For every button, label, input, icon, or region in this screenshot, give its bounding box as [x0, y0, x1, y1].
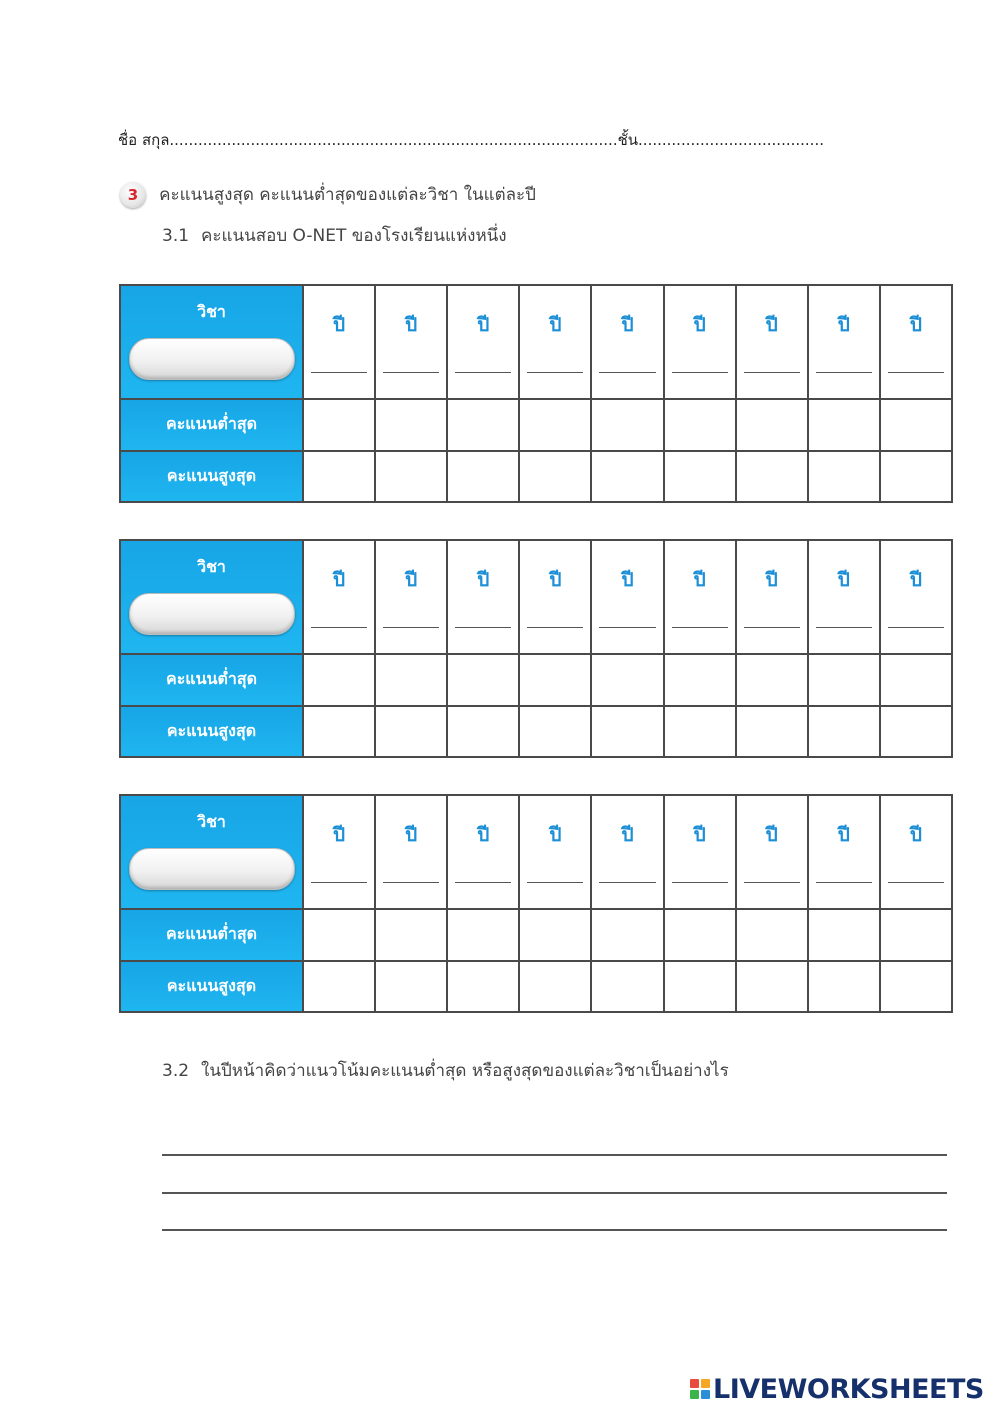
- year-input[interactable]: [888, 627, 944, 628]
- year-input[interactable]: [455, 372, 511, 373]
- answer-line[interactable]: [162, 1154, 947, 1156]
- year-cell: [808, 540, 880, 654]
- score-input[interactable]: [375, 961, 447, 1012]
- year-label: ปี: [405, 824, 418, 846]
- year-input[interactable]: [455, 882, 511, 883]
- year-label: ปี: [693, 569, 706, 591]
- score-input[interactable]: [447, 451, 519, 502]
- year-label: ปี: [549, 314, 562, 336]
- year-input[interactable]: [527, 627, 583, 628]
- year-label: ปี: [837, 569, 850, 591]
- year-label: ปี: [765, 569, 778, 591]
- score-input[interactable]: [375, 451, 447, 502]
- subject-input[interactable]: [129, 848, 295, 890]
- year-label: ปี: [909, 314, 922, 336]
- year-label: ปี: [549, 569, 562, 591]
- lowest-score-label: คะแนนต่ำสุด: [120, 654, 303, 705]
- subject-input[interactable]: [129, 338, 295, 380]
- section-number-badge: 3: [120, 182, 146, 208]
- year-label: ปี: [621, 824, 634, 846]
- year-label: ปี: [405, 569, 418, 591]
- year-input[interactable]: [311, 627, 367, 628]
- subject-cell: [120, 540, 303, 654]
- year-label: ปี: [693, 824, 706, 846]
- year-cell: [375, 285, 447, 399]
- year-label: ปี: [765, 824, 778, 846]
- highest-score-label: คะแนนสูงสุด: [120, 451, 303, 502]
- score-input[interactable]: [591, 451, 663, 502]
- score-input[interactable]: [664, 706, 736, 757]
- year-cell: [808, 285, 880, 399]
- year-input[interactable]: [455, 627, 511, 628]
- student-info-line: [118, 128, 824, 152]
- score-input[interactable]: [664, 654, 736, 705]
- score-input[interactable]: [519, 909, 591, 960]
- brand-name: LIVEWORKSHEETS: [713, 1373, 984, 1405]
- year-input[interactable]: [383, 627, 439, 628]
- liveworksheets-brand: [690, 1374, 984, 1404]
- score-input[interactable]: [375, 909, 447, 960]
- score-input[interactable]: [303, 909, 375, 960]
- year-label: ปี: [333, 824, 346, 846]
- year-input[interactable]: [599, 627, 655, 628]
- year-input[interactable]: [672, 882, 728, 883]
- year-cell: [375, 795, 447, 909]
- lowest-score-row: [120, 399, 952, 450]
- year-input[interactable]: [672, 372, 728, 373]
- score-input[interactable]: [519, 399, 591, 450]
- lowest-score-label: คะแนนต่ำสุด: [120, 909, 303, 960]
- year-label: ปี: [693, 314, 706, 336]
- year-cell: [591, 540, 663, 654]
- score-input[interactable]: [736, 451, 808, 502]
- subsection-3-2-number: 3.2: [162, 1061, 190, 1081]
- year-cell: [303, 540, 375, 654]
- score-input[interactable]: [880, 399, 952, 450]
- score-input[interactable]: [303, 654, 375, 705]
- score-input[interactable]: [808, 706, 880, 757]
- name-field[interactable]: ..............................................................................................: [169, 131, 618, 149]
- year-cell: [591, 795, 663, 909]
- header-row: [120, 285, 952, 399]
- score-input[interactable]: [880, 654, 952, 705]
- score-input[interactable]: [303, 961, 375, 1012]
- year-cell: [303, 795, 375, 909]
- score-input[interactable]: [591, 961, 663, 1012]
- subsection-3-1-text: คะแนนสอบ O-NET ของโรงเรียนแห่งหนึ่ง: [201, 226, 507, 246]
- score-input[interactable]: [519, 961, 591, 1012]
- score-input[interactable]: [375, 399, 447, 450]
- score-input[interactable]: [519, 706, 591, 757]
- section-3-title: คะแนนสูงสุด คะแนนต่ำสุดของแต่ละวิชา ในแต่ละปี: [159, 185, 536, 205]
- name-label: ชื่อ สกุล: [118, 131, 170, 149]
- year-input[interactable]: [383, 882, 439, 883]
- score-input[interactable]: [591, 399, 663, 450]
- year-cell: [736, 795, 808, 909]
- score-input[interactable]: [664, 399, 736, 450]
- highest-score-row: [120, 451, 952, 502]
- score-input[interactable]: [303, 451, 375, 502]
- subsection-3-1: [162, 222, 507, 249]
- year-cell: [664, 795, 736, 909]
- logo-square-blue: [701, 1390, 710, 1399]
- year-input[interactable]: [311, 882, 367, 883]
- score-input[interactable]: [808, 399, 880, 450]
- subject-label: วิชา: [197, 557, 226, 576]
- year-label: ปี: [405, 314, 418, 336]
- score-input[interactable]: [447, 399, 519, 450]
- year-cell: [375, 540, 447, 654]
- year-cell: [447, 795, 519, 909]
- year-cell: [664, 285, 736, 399]
- score-input[interactable]: [591, 654, 663, 705]
- year-input[interactable]: [672, 627, 728, 628]
- score-input[interactable]: [664, 961, 736, 1012]
- year-input[interactable]: [888, 882, 944, 883]
- year-cell: [447, 540, 519, 654]
- score-input[interactable]: [447, 961, 519, 1012]
- score-input[interactable]: [880, 909, 952, 960]
- highest-score-row: [120, 961, 952, 1012]
- year-input[interactable]: [383, 372, 439, 373]
- score-input[interactable]: [736, 654, 808, 705]
- year-label: ปี: [333, 314, 346, 336]
- highest-score-label: คะแนนสูงสุด: [120, 706, 303, 757]
- score-input[interactable]: [808, 654, 880, 705]
- year-cell: [519, 795, 591, 909]
- score-input[interactable]: [880, 706, 952, 757]
- highest-score-label: คะแนนสูงสุด: [120, 961, 303, 1012]
- year-cell: [880, 285, 952, 399]
- year-label: ปี: [909, 569, 922, 591]
- score-input[interactable]: [880, 961, 952, 1012]
- class-label: ชั้น: [617, 131, 639, 149]
- year-label: ปี: [477, 314, 490, 336]
- year-input[interactable]: [311, 372, 367, 373]
- year-input[interactable]: [816, 372, 872, 373]
- subject-cell: [120, 285, 303, 399]
- year-label: ปี: [477, 569, 490, 591]
- score-input[interactable]: [808, 909, 880, 960]
- year-label: ปี: [909, 824, 922, 846]
- score-input[interactable]: [591, 909, 663, 960]
- subject-cell: [120, 795, 303, 909]
- score-input[interactable]: [808, 961, 880, 1012]
- score-table-2: [119, 539, 953, 758]
- subsection-3-2-text: ในปีหน้าคิดว่าแนวโน้มคะแนนต่ำสุด หรือสูงสุดของแต่ละวิชาเป็นอย่างไร: [201, 1061, 729, 1081]
- liveworksheets-logo-icon: [690, 1379, 710, 1399]
- year-cell: [447, 285, 519, 399]
- score-input[interactable]: [664, 451, 736, 502]
- subsection-3-1-number: 3.1: [162, 226, 190, 246]
- year-cell: [736, 540, 808, 654]
- year-cell: [808, 795, 880, 909]
- year-input[interactable]: [527, 882, 583, 883]
- year-label: ปี: [621, 569, 634, 591]
- year-cell: [880, 540, 952, 654]
- section-3-heading: [120, 181, 536, 208]
- score-input[interactable]: [591, 706, 663, 757]
- logo-square-red: [690, 1379, 699, 1388]
- score-input[interactable]: [447, 909, 519, 960]
- year-input[interactable]: [599, 882, 655, 883]
- score-input[interactable]: [880, 451, 952, 502]
- score-input[interactable]: [375, 654, 447, 705]
- score-table-3: [119, 794, 953, 1013]
- lowest-score-label: คะแนนต่ำสุด: [120, 399, 303, 450]
- score-input[interactable]: [447, 706, 519, 757]
- score-input[interactable]: [447, 654, 519, 705]
- year-input[interactable]: [744, 627, 800, 628]
- score-input[interactable]: [519, 654, 591, 705]
- year-input[interactable]: [816, 627, 872, 628]
- year-input[interactable]: [527, 372, 583, 373]
- score-input[interactable]: [664, 909, 736, 960]
- year-label: ปี: [333, 569, 346, 591]
- year-label: ปี: [549, 824, 562, 846]
- score-input[interactable]: [736, 399, 808, 450]
- score-input[interactable]: [736, 706, 808, 757]
- class-field[interactable]: .......................................: [638, 131, 824, 149]
- year-label: ปี: [621, 314, 634, 336]
- subject-label: วิชา: [197, 812, 226, 831]
- year-input[interactable]: [744, 372, 800, 373]
- year-cell: [591, 285, 663, 399]
- year-cell: [880, 795, 952, 909]
- score-input[interactable]: [303, 399, 375, 450]
- year-label: ปี: [477, 824, 490, 846]
- score-table-1: [119, 284, 953, 503]
- year-cell: [519, 285, 591, 399]
- answer-line[interactable]: [162, 1229, 947, 1231]
- year-label: ปี: [765, 314, 778, 336]
- year-input[interactable]: [816, 882, 872, 883]
- score-input[interactable]: [303, 706, 375, 757]
- year-input[interactable]: [744, 882, 800, 883]
- year-input[interactable]: [599, 372, 655, 373]
- year-cell: [664, 540, 736, 654]
- score-input[interactable]: [519, 451, 591, 502]
- year-label: ปี: [837, 314, 850, 336]
- lowest-score-row: [120, 654, 952, 705]
- highest-score-row: [120, 706, 952, 757]
- year-input[interactable]: [888, 372, 944, 373]
- score-input[interactable]: [375, 706, 447, 757]
- subsection-3-2: [162, 1057, 729, 1084]
- logo-square-orange: [701, 1379, 710, 1388]
- score-input[interactable]: [736, 961, 808, 1012]
- subject-input[interactable]: [129, 593, 295, 635]
- year-cell: [303, 285, 375, 399]
- answer-line[interactable]: [162, 1192, 947, 1194]
- score-input[interactable]: [736, 909, 808, 960]
- score-input[interactable]: [808, 451, 880, 502]
- year-cell: [519, 540, 591, 654]
- subject-label: วิชา: [197, 302, 226, 321]
- year-label: ปี: [837, 824, 850, 846]
- year-cell: [736, 285, 808, 399]
- header-row: [120, 540, 952, 654]
- header-row: [120, 795, 952, 909]
- lowest-score-row: [120, 909, 952, 960]
- logo-square-green: [690, 1390, 699, 1399]
